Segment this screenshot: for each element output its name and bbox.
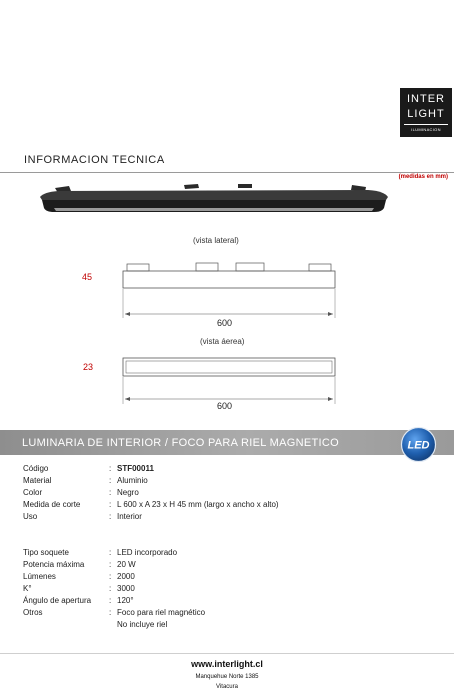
aerial-view-drawing — [118, 354, 340, 408]
led-badge-icon — [400, 426, 437, 463]
spec-value: 20 W — [117, 560, 136, 569]
spec-value: Negro — [117, 488, 139, 497]
lateral-length-dimension: 600 — [217, 318, 233, 328]
logo-line-2: LIGHT — [407, 108, 445, 120]
spec-value: 3000 — [117, 584, 135, 593]
brand-logo — [400, 88, 452, 137]
aerial-length-dimension: 600 — [217, 401, 233, 411]
spec-label: Ángulo de apertura — [23, 596, 92, 605]
logo-line-3: ILUMINACION — [411, 127, 441, 132]
spec-value: L 600 x A 23 x H 45 mm (largo x ancho x alto) — [117, 500, 279, 509]
spec-separator: : — [109, 596, 112, 605]
height-dimension: 45 — [82, 272, 93, 282]
footer-city: Vitacura — [216, 684, 238, 690]
logo-line-1: INTER — [407, 93, 445, 105]
spec-row — [23, 500, 423, 511]
spec-separator: : — [109, 464, 112, 473]
spec-row — [23, 608, 423, 619]
led-badge-text: LED — [407, 439, 430, 452]
footer-address: Manquehue Norte 1385 — [195, 674, 259, 680]
spec-label: Lúmenes — [23, 572, 56, 581]
lateral-view-drawing — [118, 260, 340, 322]
spec-label: Medida de corte — [23, 500, 81, 509]
spec-row — [23, 560, 423, 571]
spec-label: Uso — [23, 512, 38, 521]
product-perspective-illustration — [38, 182, 390, 216]
spec-label: K° — [23, 584, 32, 593]
spec-label: Tipo soquete — [23, 548, 69, 557]
spec-value: Aluminio — [117, 476, 148, 485]
spec-row — [23, 548, 423, 559]
section-title: INFORMACION TECNICA — [24, 154, 165, 166]
product-category-title: LUMINARIA DE INTERIOR / FOCO PARA RIEL MAGNETICO — [22, 437, 339, 449]
width-dimension: 23 — [83, 362, 94, 372]
logo-divider — [404, 124, 448, 125]
footer-website-link[interactable]: www.interlight.cl — [191, 659, 263, 669]
spec-separator: : — [109, 500, 112, 509]
aerial-view-caption: (vista áerea) — [200, 337, 245, 346]
lateral-view-caption: (vista lateral) — [193, 236, 239, 245]
section-divider — [0, 172, 454, 173]
spec-label: Otros — [23, 608, 43, 617]
product-category-banner — [0, 430, 454, 455]
footer-divider — [0, 653, 454, 654]
spec-label: Código — [23, 464, 49, 473]
spec-label: Potencia máxima — [23, 560, 85, 569]
spec-row — [23, 464, 423, 475]
spec-value: STF00011 — [117, 464, 154, 473]
spec-separator: : — [109, 560, 112, 569]
measure-note: (medidas en mm) — [398, 174, 448, 180]
spec-separator: : — [109, 548, 112, 557]
spec-separator: : — [109, 608, 112, 617]
spec-value: 120° — [117, 596, 134, 605]
spec-row — [23, 584, 423, 595]
spec-separator: : — [109, 512, 112, 521]
spec-value: LED incorporado — [117, 548, 178, 557]
spec-value: Interior — [117, 512, 142, 521]
spec-row — [23, 488, 423, 499]
spec-row — [23, 512, 423, 523]
spec-row — [23, 572, 423, 583]
spec-label: Color — [23, 488, 43, 497]
spec-row — [23, 596, 423, 607]
spec-row — [23, 620, 423, 631]
spec-separator: : — [109, 476, 112, 485]
spec-separator: : — [109, 572, 112, 581]
spec-value: Foco para riel magnético — [117, 608, 206, 617]
spec-label: Material — [23, 476, 52, 485]
spec-separator: : — [109, 584, 112, 593]
spec-separator: : — [109, 488, 112, 497]
spec-row — [23, 476, 423, 487]
spec-value: No incluye riel — [117, 620, 168, 629]
spec-value: 2000 — [117, 572, 135, 581]
